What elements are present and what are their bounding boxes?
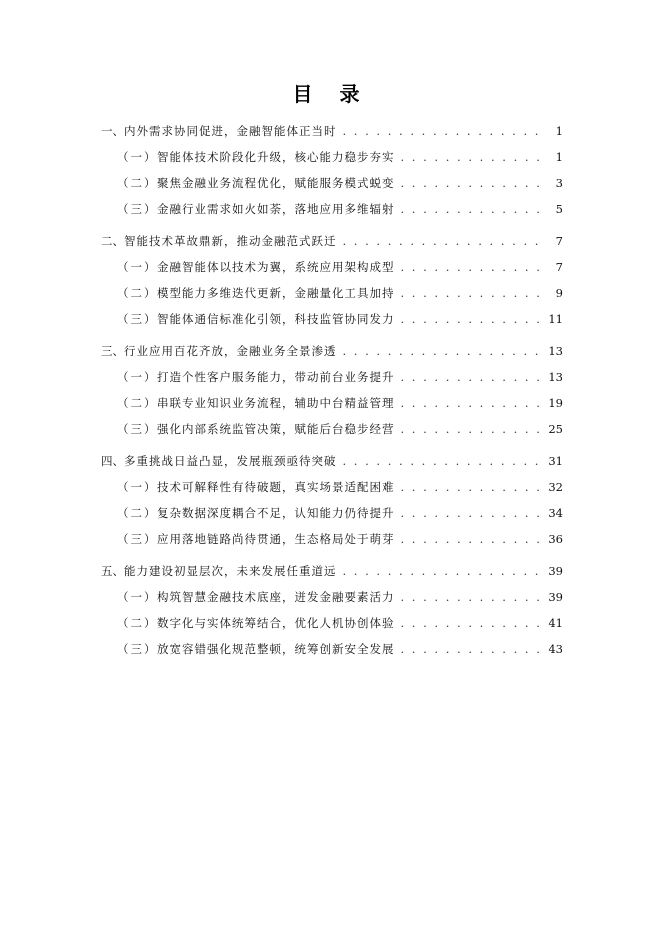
toc-leader-dots bbox=[401, 144, 544, 170]
toc-page-number: 32 bbox=[548, 480, 563, 494]
toc-leader-dots bbox=[343, 558, 543, 584]
toc-number: （三） bbox=[117, 642, 158, 656]
toc-leader-dots bbox=[401, 390, 543, 416]
toc-entry-section[interactable] bbox=[101, 170, 563, 196]
toc-leader-dots bbox=[401, 364, 543, 390]
page-title: 目 录 bbox=[292, 82, 370, 106]
toc-page-number: 3 bbox=[555, 176, 563, 190]
toc-number: （二） bbox=[117, 176, 158, 190]
toc-entry-section[interactable] bbox=[101, 364, 563, 390]
toc-leader-dots bbox=[401, 416, 543, 442]
toc-page-number: 13 bbox=[548, 370, 563, 384]
toc-text: 金融智能体以技术为翼，系统应用架构成型 bbox=[157, 260, 395, 274]
toc-page-number: 9 bbox=[555, 286, 563, 300]
toc-entry-section[interactable] bbox=[101, 474, 563, 500]
toc-page-number: 41 bbox=[548, 616, 563, 630]
toc-number: （二） bbox=[117, 506, 158, 520]
toc-page-number: 5 bbox=[555, 202, 563, 216]
toc-text: 技术可解释性有待破题，真实场景适配困难 bbox=[157, 480, 395, 494]
toc-number: 五、 bbox=[101, 564, 124, 578]
toc-entry-section[interactable] bbox=[101, 500, 563, 526]
toc-page-number: 39 bbox=[548, 564, 563, 578]
toc-entry-section[interactable] bbox=[101, 636, 563, 662]
toc-entry-section[interactable] bbox=[101, 144, 563, 170]
toc-leader-dots bbox=[401, 526, 543, 552]
toc-entry-section[interactable] bbox=[101, 196, 563, 222]
toc-number: 三、 bbox=[101, 344, 124, 358]
toc-entry-section[interactable] bbox=[101, 416, 563, 442]
toc-number: 二、 bbox=[101, 234, 124, 248]
toc-number: （一） bbox=[117, 590, 158, 604]
toc-number: （一） bbox=[117, 370, 158, 384]
toc-entry-section[interactable] bbox=[101, 526, 563, 552]
toc-text: 打造个性客户服务能力，带动前台业务提升 bbox=[157, 370, 395, 384]
toc-entry-chapter[interactable] bbox=[101, 118, 563, 144]
toc-page-number: 31 bbox=[548, 454, 563, 468]
toc-page-number: 39 bbox=[548, 590, 563, 604]
toc-leader-dots bbox=[401, 500, 543, 526]
toc-page-number: 1 bbox=[555, 124, 563, 138]
toc-page-number: 7 bbox=[555, 234, 563, 248]
toc-leader-dots bbox=[343, 338, 543, 364]
toc-entry-section[interactable] bbox=[101, 254, 563, 280]
toc-number: （二） bbox=[117, 616, 158, 630]
toc-page-number: 25 bbox=[548, 422, 563, 436]
toc-number: （一） bbox=[117, 260, 158, 274]
table-of-contents bbox=[101, 118, 563, 662]
toc-page-number: 19 bbox=[548, 396, 563, 410]
toc-number: 一、 bbox=[101, 124, 124, 138]
toc-text: 行业应用百花齐放，金融业务全景渗透 bbox=[124, 344, 337, 358]
toc-text: 聚焦金融业务流程优化，赋能服务模式蜕变 bbox=[157, 176, 395, 190]
toc-text: 能力建设初显层次，未来发展任重道远 bbox=[124, 564, 337, 578]
toc-page-number: 13 bbox=[548, 344, 563, 358]
toc-entry-chapter[interactable] bbox=[101, 558, 563, 584]
toc-text: 智能体技术阶段化升级，核心能力稳步夯实 bbox=[157, 150, 395, 164]
toc-number: （一） bbox=[117, 480, 158, 494]
toc-leader-dots bbox=[343, 118, 544, 144]
toc-entry-section[interactable] bbox=[101, 610, 563, 636]
toc-entry-section[interactable] bbox=[101, 584, 563, 610]
toc-number: （三） bbox=[117, 422, 158, 436]
toc-text: 数字化与实体统筹结合，优化人机协创体验 bbox=[157, 616, 395, 630]
toc-text: 智能体通信标准化引领，科技监管协同发力 bbox=[157, 312, 395, 326]
toc-text: 放宽容错强化规范整顿，统筹创新安全发展 bbox=[157, 642, 395, 656]
toc-entry-section[interactable] bbox=[101, 306, 563, 332]
toc-page-number: 36 bbox=[548, 532, 563, 546]
toc-number: 四、 bbox=[101, 454, 124, 468]
toc-text: 强化内部系统监管决策，赋能后台稳步经营 bbox=[157, 422, 395, 436]
toc-page-number: 1 bbox=[555, 150, 563, 164]
toc-text: 多重挑战日益凸显，发展瓶颈亟待突破 bbox=[124, 454, 337, 468]
toc-number: （三） bbox=[117, 312, 158, 326]
toc-page-number: 7 bbox=[555, 260, 563, 274]
toc-leader-dots bbox=[343, 448, 543, 474]
toc-leader-dots bbox=[401, 636, 543, 662]
toc-text: 串联专业知识业务流程，辅助中台精益管理 bbox=[157, 396, 395, 410]
toc-text: 构筑智慧金融技术底座，迸发金融要素活力 bbox=[157, 590, 395, 604]
toc-number: （一） bbox=[117, 150, 158, 164]
toc-leader-dots bbox=[401, 170, 544, 196]
toc-entry-chapter[interactable] bbox=[101, 338, 563, 364]
toc-leader-dots bbox=[401, 254, 544, 280]
toc-number: （二） bbox=[117, 286, 158, 300]
toc-entry-chapter[interactable] bbox=[101, 228, 563, 254]
toc-leader-dots bbox=[343, 228, 544, 254]
toc-leader-dots bbox=[401, 196, 544, 222]
toc-entry-section[interactable] bbox=[101, 390, 563, 416]
toc-leader-dots bbox=[401, 474, 543, 500]
toc-page-number: 11 bbox=[548, 312, 563, 326]
toc-text: 智能技术革故鼎新，推动金融范式跃迁 bbox=[124, 234, 337, 248]
toc-text: 应用落地链路尚待贯通，生态格局处于萌芽 bbox=[157, 532, 395, 546]
toc-number: （二） bbox=[117, 396, 158, 410]
toc-text: 金融行业需求如火如荼，落地应用多维辐射 bbox=[157, 202, 395, 216]
toc-leader-dots bbox=[401, 306, 543, 332]
toc-entry-section[interactable] bbox=[101, 280, 563, 306]
toc-leader-dots bbox=[401, 610, 543, 636]
toc-text: 内外需求协同促进，金融智能体正当时 bbox=[124, 124, 337, 138]
toc-leader-dots bbox=[401, 280, 544, 306]
toc-text: 模型能力多维迭代更新，金融量化工具加持 bbox=[157, 286, 395, 300]
toc-page-number: 34 bbox=[548, 506, 563, 520]
toc-number: （三） bbox=[117, 532, 158, 546]
toc-page-number: 43 bbox=[548, 642, 563, 656]
toc-leader-dots bbox=[401, 584, 543, 610]
toc-number: （三） bbox=[117, 202, 158, 216]
toc-entry-chapter[interactable] bbox=[101, 448, 563, 474]
toc-text: 复杂数据深度耦合不足，认知能力仍待提升 bbox=[157, 506, 395, 520]
